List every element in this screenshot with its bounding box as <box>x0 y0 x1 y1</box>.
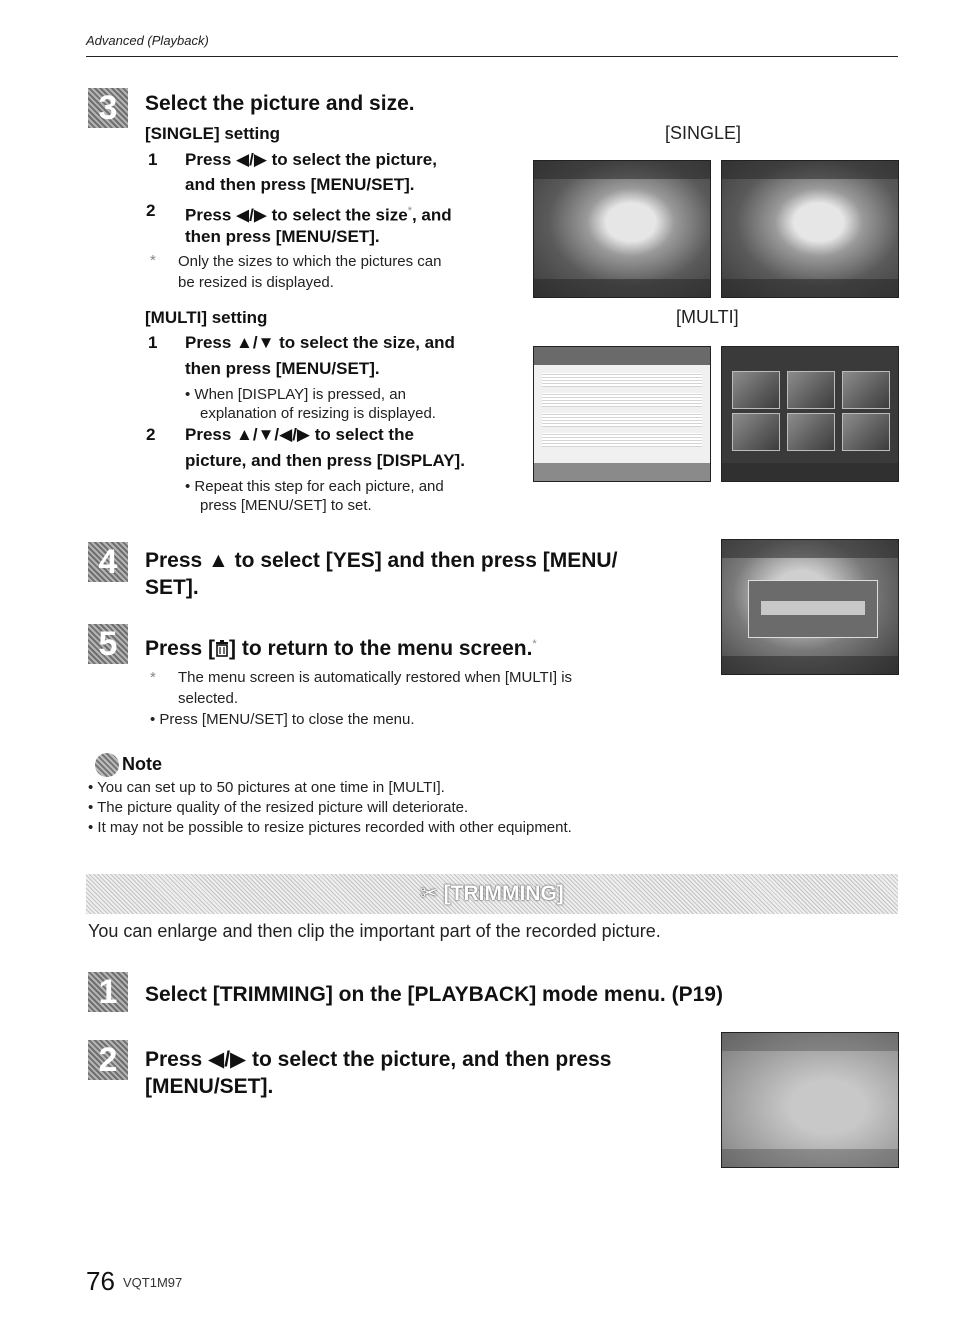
trim-step-2-badge: 2 <box>88 1040 128 1080</box>
single-screen-1 <box>533 160 711 298</box>
step-3-badge: 3 <box>88 88 128 128</box>
confirm-dialog <box>748 580 878 638</box>
step-5-note-line1: The menu screen is automatically restored when [MULTI] is <box>178 669 573 686</box>
trim-step-2-line1: Press ◀/▶ to select the picture, and then press <box>145 1048 612 1071</box>
step-5-title-b: ] to return to the menu screen. <box>229 637 533 660</box>
note-item-2: • The picture quality of the resized picture will deteriorate. <box>88 799 469 816</box>
multi-step-2-line1: Press ▲/▼/◀/▶ to select the <box>185 425 414 444</box>
trim-step-1-title: Select [TRIMMING] on the [PLAYBACK] mode menu. (P19) <box>145 983 723 1006</box>
step-4-line2: SET]. <box>145 576 199 599</box>
menu-row <box>542 413 702 427</box>
header-rule <box>86 56 898 57</box>
trim-step-2-line2: [MENU/SET]. <box>145 1075 274 1098</box>
note-item-1: • You can set up to 50 pictures at one time in [MULTI]. <box>88 779 445 796</box>
multi-step-1-number: 1 <box>148 333 158 352</box>
single-step-2-number: 2 <box>146 201 156 220</box>
save-confirm-screen <box>721 539 899 675</box>
osd-bottom-bar <box>722 279 898 297</box>
step-4-badge: 4 <box>88 542 128 582</box>
multi-size-menu-screen <box>533 346 711 482</box>
multi-step-2-line2: picture, and then press [DISPLAY]. <box>185 451 465 470</box>
step-5-title <box>145 631 537 662</box>
single-step-1-number: 1 <box>148 150 158 169</box>
trimming-intro: You can enlarge and then clip the important part of the recorded picture. <box>88 921 661 941</box>
menu-row <box>542 393 702 407</box>
note-icon <box>95 753 119 777</box>
osd-top-bar <box>722 540 898 558</box>
section-header: Advanced (Playback) <box>86 33 209 48</box>
multi-step-1-bullet-2: explanation of resizing is displayed. <box>200 405 436 422</box>
footnote-star: * <box>532 638 537 650</box>
multi-step-2-bullet-1: • Repeat this step for each picture, and <box>185 478 444 495</box>
menu-row <box>542 373 702 387</box>
trash-icon <box>215 639 229 657</box>
single-label: [SINGLE] <box>665 123 742 143</box>
single-step-2-text: Press ◀/▶ to select the size <box>185 205 408 225</box>
step-3-title: Select the picture and size. <box>145 92 415 115</box>
thumbnail <box>787 413 835 451</box>
osd-top-bar <box>722 161 898 179</box>
step-4-line1: Press ▲ to select [YES] and then press [MENU/ <box>145 549 618 572</box>
multi-step-2-bullet-2: press [MENU/SET] to set. <box>200 497 372 514</box>
osd-bottom-bar <box>722 656 898 674</box>
multi-picture-select-screen <box>721 346 899 482</box>
thumbnail <box>787 371 835 409</box>
document-code: VQT1M97 <box>123 1275 183 1290</box>
single-step-2-text-b: , and <box>411 205 452 225</box>
osd-bottom-bar <box>722 463 898 481</box>
osd-top-bar <box>722 1033 898 1051</box>
trim-playback-screen <box>721 1032 899 1168</box>
footnote-star: * <box>407 205 412 217</box>
step-5-note-star: * <box>150 669 156 686</box>
thumbnail <box>842 413 890 451</box>
multi-step-1-line2: then press [MENU/SET]. <box>185 359 380 378</box>
single-note-line2: be resized is displayed. <box>178 274 334 291</box>
step-5-badge: 5 <box>88 624 128 664</box>
single-step-1-line2: and then press [MENU/SET]. <box>185 175 415 194</box>
single-step-1-line1: Press ◀/▶ to select the picture, <box>185 150 437 169</box>
note-title: Note <box>122 754 162 774</box>
single-screen-2 <box>721 160 899 298</box>
multi-step-2-number: 2 <box>146 425 156 444</box>
multi-setting-heading: [MULTI] setting <box>145 308 268 327</box>
step-5-note-line2: selected. <box>178 690 239 707</box>
osd-bottom-bar <box>722 1149 898 1167</box>
note-item-3: • It may not be possible to resize pictures recorded with other equipment. <box>88 819 572 836</box>
single-note-star: * <box>150 252 156 269</box>
menu-bottom-bar <box>534 463 710 481</box>
yes-option-highlight <box>761 601 865 615</box>
page-number: 76 <box>86 1266 115 1296</box>
trimming-section-banner: ✂ [TRIMMING] <box>86 874 898 914</box>
thumbnail <box>732 371 780 409</box>
osd-top-bar <box>534 161 710 179</box>
multi-label: [MULTI] <box>676 307 739 327</box>
step-5-title-a: Press [ <box>145 637 216 660</box>
single-setting-heading: [SINGLE] setting <box>145 124 281 143</box>
multi-step-1-line1: Press ▲/▼ to select the size, and <box>185 333 455 352</box>
menu-title-bar <box>534 347 710 365</box>
osd-bottom-bar <box>534 279 710 297</box>
trim-step-1-badge: 1 <box>88 972 128 1012</box>
multi-step-1-bullet-1: • When [DISPLAY] is pressed, an <box>185 386 406 403</box>
menu-row <box>542 433 702 447</box>
thumbnail <box>732 413 780 451</box>
step-5-bullet: • Press [MENU/SET] to close the menu. <box>150 711 415 728</box>
single-step-2-line2: then press [MENU/SET]. <box>185 227 380 246</box>
thumbnail <box>842 371 890 409</box>
single-note-line1: Only the sizes to which the pictures can <box>178 253 442 270</box>
